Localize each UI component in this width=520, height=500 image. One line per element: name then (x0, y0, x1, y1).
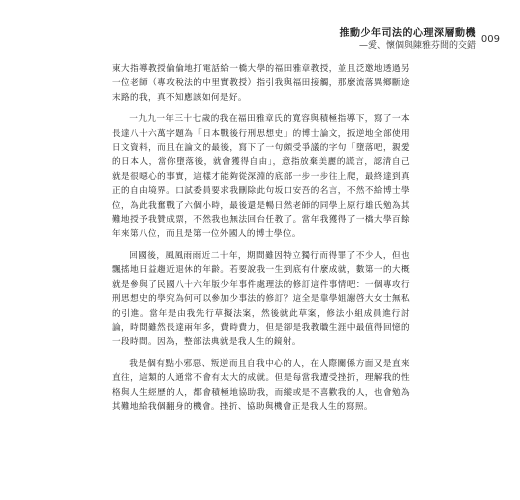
paragraph-4: 我是個有點小邪惡、叛逆而且自我中心的人，在人際關係方面又是直來直往，這類的人通常不會有太大的成就。但是每當我遭受挫折，理解我的性格與人生經歷的人，都會積極地協助我，而縱或是不喜歡我的人，也會勉為其難地給我個翻身的機會。挫折、協助與機會正是我人生的寫照。 (112, 358, 410, 412)
body-text (112, 62, 410, 414)
paragraph-1: 東大指導教授倫倫地打電話給一橋大學的福田雅章教授，並且泛邀地透過另一位老師（專攻稅法的中里實教授）指引我與福田接觸，那麼流落異鄉斷途末路的我，真不知應該如何是好。 (112, 64, 410, 103)
paragraph-3: 回國後，風風雨雨近二十年，期間雖因特立獨行而得罪了不少人，但也飄搖地日益趨近退休的年齡。若要說我一生到底有什麼成就，數第一的大概就是參與了民國八十六年版少年事件處理法的修訂這件事情吧：一個專攻行刑思想史的學究為何可以參加少事法的修訂？這全是靠學姐謝啓大女士無私的引進。當年是由我先行草擬法案，然後就此草案，修法小組成員進行討論，時間雖然長達兩年多，費時費力，但是卻是我教職生涯中最值得回憶的一段時間。因為，整部法典就是我人生的鏡射。 (112, 250, 410, 348)
running-head (340, 27, 477, 52)
running-head-subtitle: —愛、懷個與陳雅芬間的交錯 (358, 41, 476, 51)
paragraph-spacer (112, 105, 410, 112)
paragraph-spacer (112, 242, 410, 249)
paragraph-spacer (112, 350, 410, 357)
paragraph-2: 一九九一年三十七歲的我在福田雅章氏的寬容與積極指導下，寫了一本長達八十六萬字題為「日本戰後行刑思想史」的博士論文，扳逆地全部使用日文資料，而且在論文的最後，寫下了一句頗受爭議的字句「墮落吧，親愛的日本人，當你墮落後，就會獲得自由」，意指放棄美麗的謊言，認清自己就是很噁心的事實，這樣才能夠從深淵的底部一步一步往上爬，最終達到真正的自由境界。口試委員要求我刪除此句坂口安吾的名言，不然不給博士學位，為此我奮戰了六個小時，最後還是暢日然老師的同學上原行雄氏勉為其難地授予我贊成票，不然我也無法回台任教了。當年我獲得了一橋大學百餘年來第八位，而且是第一位外國人的博士學位。 (112, 114, 410, 240)
page-number: 009 (480, 34, 500, 45)
running-head-title: 推動少年司法的心理深層動機 (339, 28, 476, 39)
